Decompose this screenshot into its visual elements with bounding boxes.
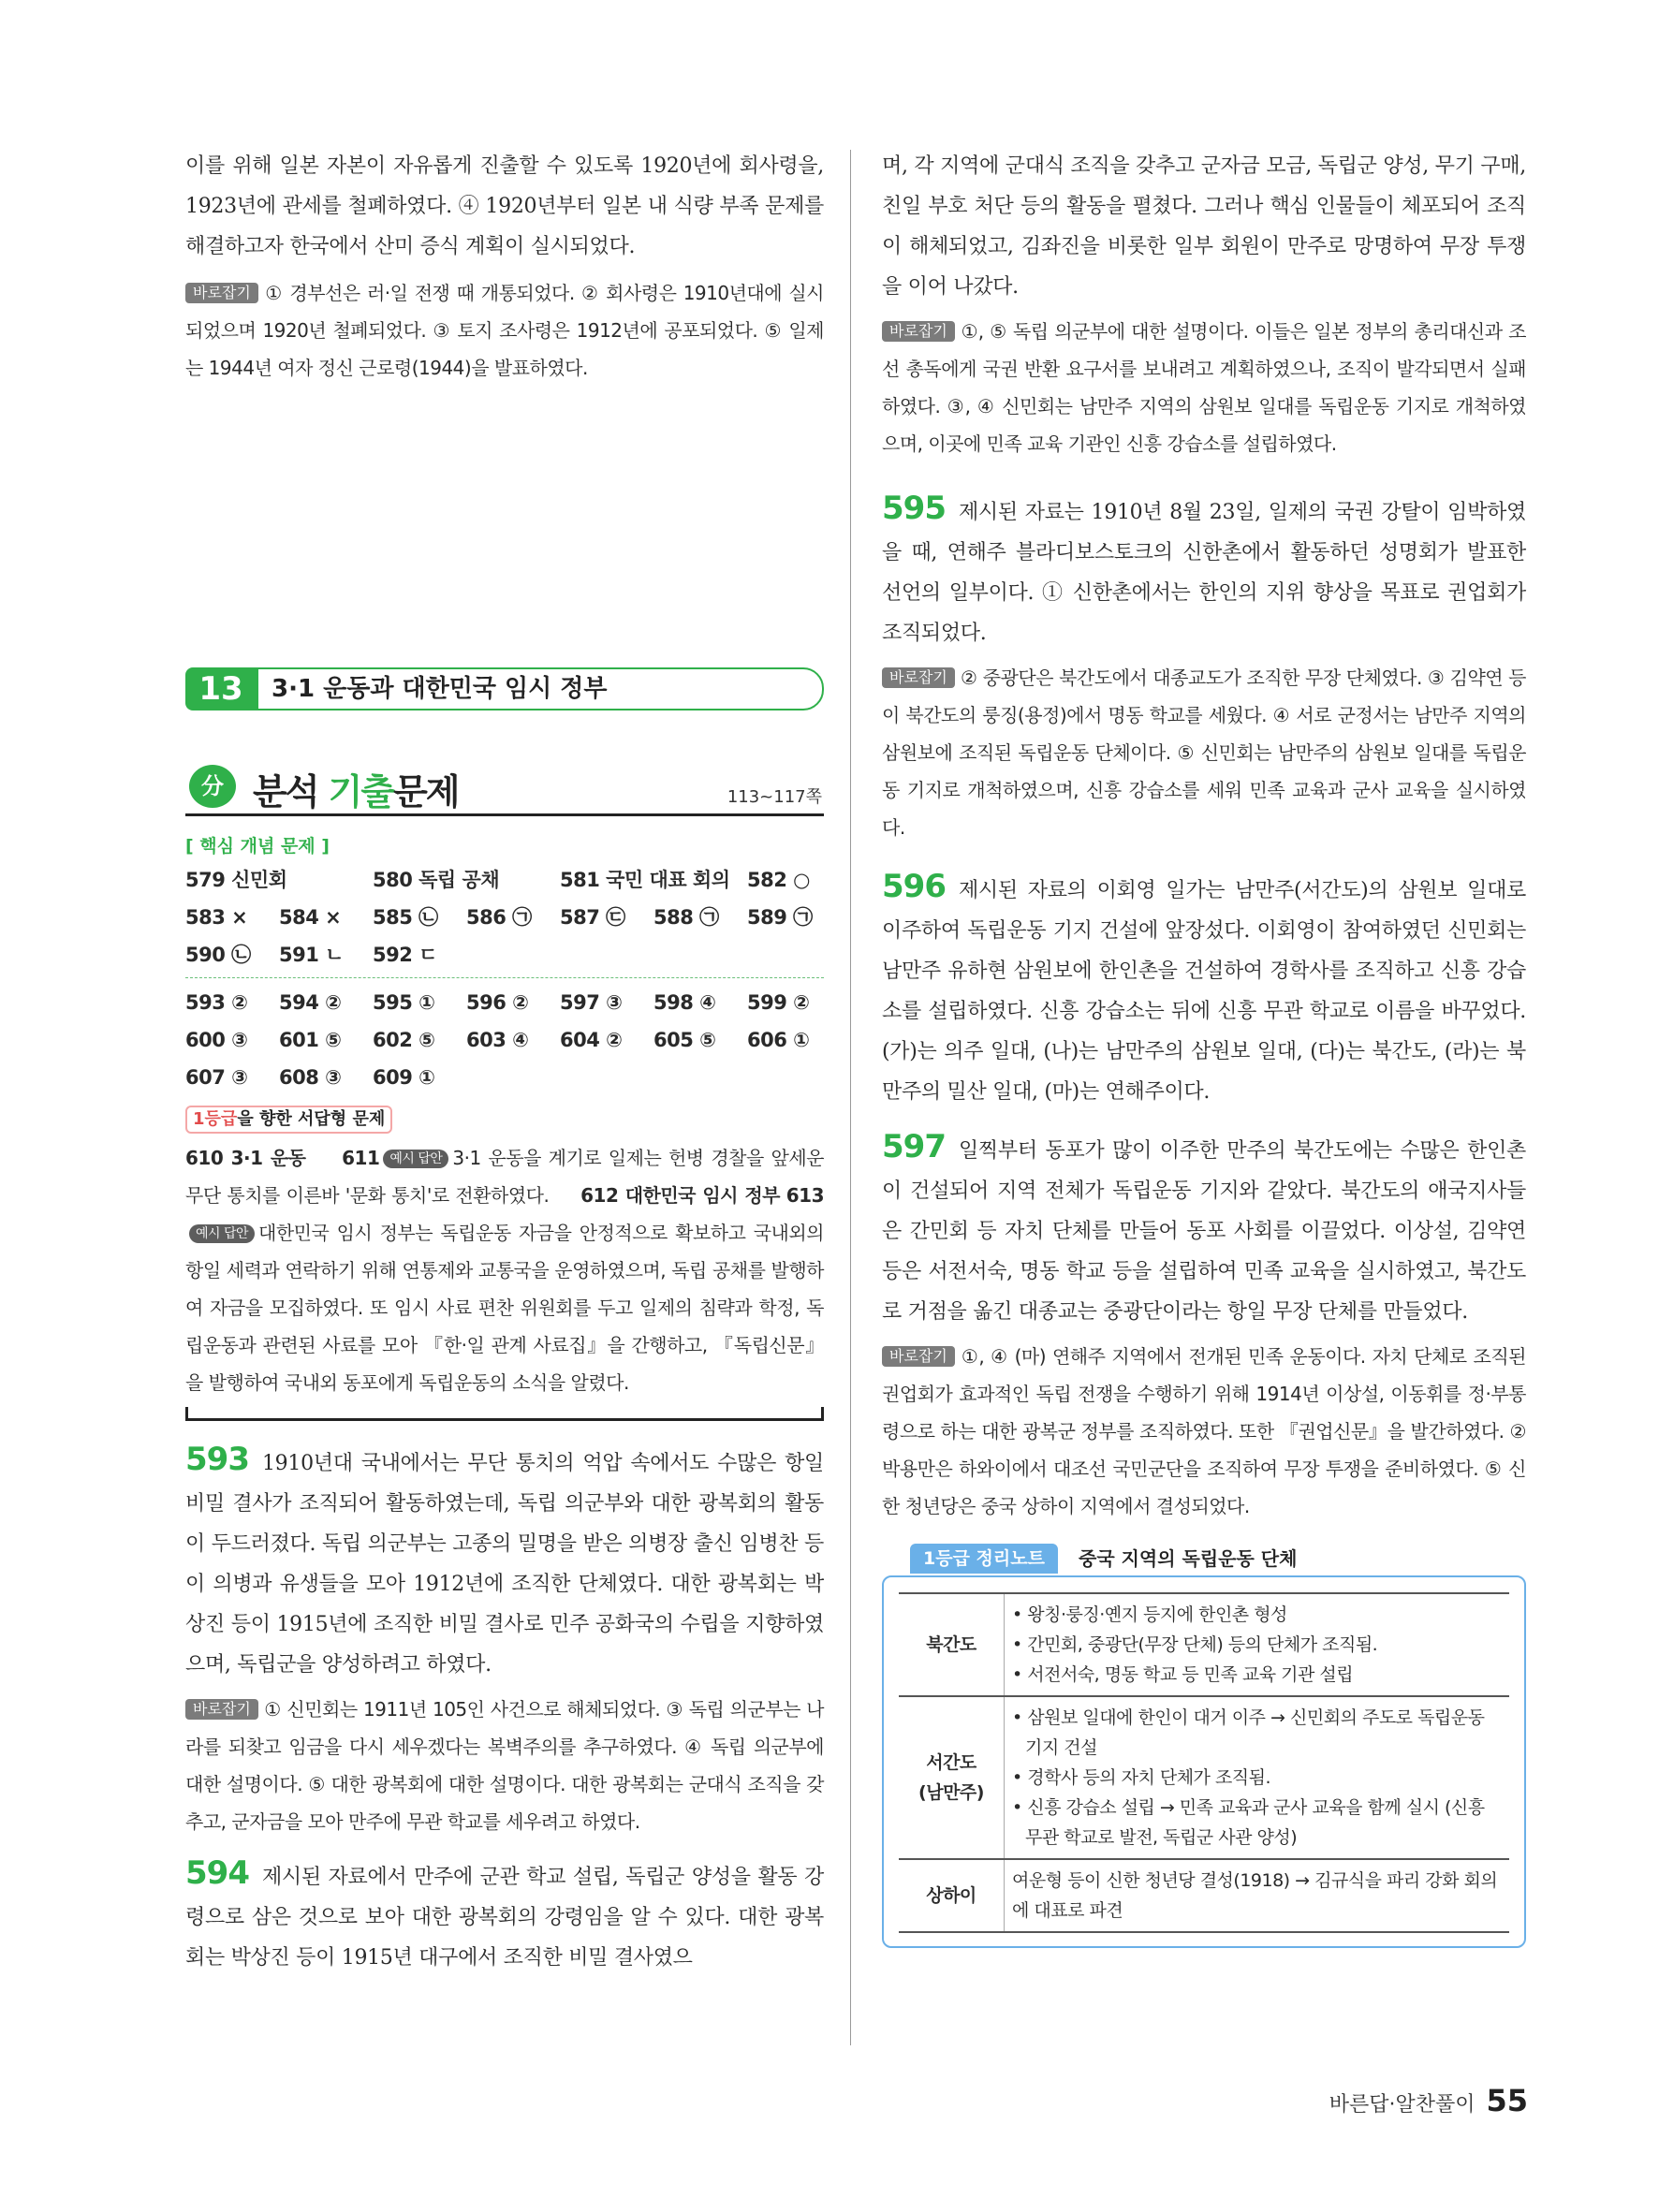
right-column — [882, 146, 1526, 1948]
question-596: 596 제시된 자료의 이회영 일가는 남만주(서간도)의 삼원보 일대로 이주하여 독립운동 기지 건설에 앞장섰다. 이회영이 참여하였던 신민회는 남만주 유하현 삼원보에 한인촌을 건설하여 경학사를 조직하고 신흥 강습소를 설립하였다. 신흥 강습소는 뒤에 신흥 무관 학교로 이름을 바꾸었다. (가)는 의주 일대, (나)는 남만주의 삼원보 일대, (다)는 북간도, (라)는 북만주의 밀산 일대, (마)는 연해주이다. — [882, 868, 1526, 1104]
table-row: 북간도 • 왕칭·룽징·옌지 등지에 한인촌 형성 • 간민회, 중광단(무장 단체) 등의 단체가 조직됨. • 서전서숙, 명동 학교 등 민족 교육 기관 설립 — [899, 1593, 1509, 1696]
section-header — [185, 667, 824, 710]
dashed-divider — [185, 977, 824, 978]
question-594: 594 제시된 자료에서 만주에 군관 학교 설립, 독립군 양성을 활동 강령으로 삼은 것으로 보아 대한 광복회의 강령임을 알 수 있다. 대한 광복회는 박상진 등이 1915년 대구에서 조직한 비밀 결사였으 — [185, 1854, 824, 1970]
question-593: 593 1910년대 국내에서는 무단 통치의 억압 속에서도 수많은 항일 비밀 결사가 조직되어 활동하였는데, 독립 의군부와 대한 광복회의 활동이 두드러졌다. 독립 의군부는 고종의 밀명을 받은 의병장 출신 임병찬 등이 의병과 유생들을 모아 1912년에 조직한 단체였다. 대한 광복회는 박상진 등이 1915년에 조직한 비밀 결사로 민주 공화국의 수립을 지향하였으며, 독립군을 양성하려고 하였다. 바로잡기 ① 신민회는 1911년 105인 사건으로 해체되었다. ③ 독립 의군부는 나라를 되찾고 임금을 다시 세우겠다는 복벽주의를 추구하였다. ④ 독립 의군부에 대한 설명이다. ⑤ 대한 광복회에 대한 설명이다. 대한 광복회는 군대식 조직을 갖추고, 군자금을 모아 만주에 무관 학교를 세우려고 하였다. — [185, 1441, 824, 1833]
intro-note-text: ① 경부선은 러·일 전쟁 때 개통되었다. ② 회사령은 1910년대에 실시되었으며 1920년 철폐되었다. ③ 토지 조사령은 1912년에 공포되었다. ⑤ 일제는 1944년 여자 정신 근로령(1944)을 발표하였다. — [185, 282, 824, 379]
analysis-title: 분석 기출문제 — [253, 771, 459, 813]
question-number: 593 — [185, 1441, 249, 1478]
closing-rule — [185, 1407, 824, 1421]
question-number: 596 — [882, 868, 946, 905]
concept-label: [ 핵심 개념 문제 ] — [185, 836, 330, 857]
continued-note: 바로잡기 ①, ⑤ 독립 의군부에 대한 설명이다. 이들은 일본 정부의 총리대신과 조선 총독에게 국권 반환 요구서를 보내려고 계획하였으나, 조직이 발각되면서 실패하였다. ③, ④ 신민회는 남만주 지역의 삼원보 일대를 독립운동 기지로 개척하였으며, 이곳에 민족 교육 기관인 신흥 강습소를 설립하였다. — [882, 320, 1526, 455]
intro-paragraph: 이를 위해 일본 자본이 자유롭게 진출할 수 있도록 1920년에 회사령을, 1923년에 관세를 철폐하였다. ④ 1920년부터 일본 내 식량 부족 문제를 해결하고자 한국에서 산미 증식 계획이 실시되었다. — [185, 154, 824, 258]
concept-row: 579 신민회 580 독립 공채 581 국민 대표 회의 582 ○ — [185, 869, 810, 891]
continued-paragraph: 며, 각 지역에 군대식 조직을 갖추고 군자금 모금, 독립군 양성, 무기 구매, 친일 부호 처단 등의 활동을 펼쳤다. 그러나 핵심 인물들이 체포되어 조직이 해체되었고, 김좌진을 비롯한 일부 회원이 만주로 망명하여 무장 투쟁을 이어 나갔다. — [882, 154, 1526, 299]
left-column — [185, 146, 824, 1978]
summary-badge: 1등급 정리노트 — [910, 1544, 1058, 1574]
table-row: 서간도 (남만주) • 삼원보 일대에 한인이 대거 이주 → 신민회의 주도로 독립운동 기지 건설 • 경학사 등의 자치 단체가 조직됨. • 신흥 강습소 설립 → 민족 교육과 군사 교육을 함께 실시 (신흥 무관 학교로 발전, 독립군 사관 양성) — [899, 1696, 1509, 1859]
question-595: 595 제시된 자료는 1910년 8월 23일, 일제의 국권 강탈이 임박하였을 때, 연해주 블라디보스토크의 신한촌에서 활동하던 성명회가 발표한 선언의 일부이다. ① 신한촌에서는 한인의 지위 향상을 목표로 권업회가 조직되었다. 바로잡기 ② 중광단은 북간도에서 대종교도가 조직한 무장 단체였다. ③ 김약연 등이 북간도의 룽징(용정)에서 명동 학교를 세웠다. ④ 서로 군정서는 남만주 지역의 삼원보에 조직된 독립운동 단체이다. ⑤ 신민회는 남만주의 삼원보 일대를 독립운동 기지로 개척하였으며, 신흥 강습소를 세워 민족 교육과 군사 교육을 실시하였다. — [882, 490, 1526, 839]
intro-note — [185, 274, 824, 387]
analysis-icon: 分 — [189, 765, 236, 808]
correction-tag: 바로잡기 — [185, 283, 258, 303]
question-597: 597 일찍부터 동포가 많이 이주한 만주의 북간도에는 수많은 한인촌이 건설되어 지역 전체가 독립운동 기지와 같았다. 북간도의 애국지사들은 간민회 등 자치 단체를 만들어 동포 사회를 이끌었다. 이상설, 김약연 등은 서전서숙, 명동 학교 등을 설립하여 민족 교육을 실시하였고, 북간도로 거점을 옮긴 대종교는 중광단이라는 항일 무장 단체를 만들었다. 바로잡기 ①, ④ (마) 연해주 지역에서 전개된 민족 운동이다. 자치 단체로 조직된 권업회가 효과적인 독립 전쟁을 수행하기 위해 1914년 이상설, 이동휘를 정·부통령으로 하는 대한 광복군 정부를 조직하였다. 또한 『권업신문』을 발간하였다. ② 박용만은 하와이에서 대조선 국민군단을 조직하여 무장 투쟁을 준비하였다. ⑤ 신한 청년당은 중국 상하이 지역에서 결성되었다. — [882, 1128, 1526, 1517]
summary-table — [899, 1592, 1509, 1933]
concept-answers — [185, 861, 824, 974]
analysis-pages: 113~117쪽 — [727, 787, 822, 807]
section-title: 3·1 운동과 대한민국 임시 정부 — [272, 675, 608, 703]
summary-title: 중국 지역의 독립운동 단체 — [1079, 1547, 1298, 1570]
exam-answers — [185, 984, 824, 1096]
descriptive-label: 1등급을 향한 서답형 문제 — [185, 1106, 392, 1134]
summary-note — [882, 1544, 1526, 1948]
descriptive-answers: 610 3·1 운동 611 예시 답안 3·1 운동을 계기로 일제는 헌병 경찰을 앞세운 무단 통치를 이른바 '문화 통치'로 전환하였다. 612 대한민국 임시 정부 613예시 답안 대한민국 임시 정부는 독립운동 자금을 안정적으로 확보하고 국내외의 항일 세력과 연락하기 위해 연통제와 교통국을 운영하였으며, 독립 공채를 발행하여 자금을 모집하였다. 또 임시 사료 편찬 위원회를 두고 일제의 침략과 학정, 독립운동과 관련된 사료를 모아 『한·일 관계 사료집』을 간행하고, 『독립신문』을 발행하여 국내외 동포에게 독립운동의 소식을 알렸다. — [185, 1147, 824, 1394]
table-row: 상하이 여운형 등이 신한 청년당 결성(1918) → 김규식을 파리 강화 회의에 대표로 파견 — [899, 1859, 1509, 1932]
answer-row: 593 ② 594 ② 595 ① 596 ② 597 ③ 598 ④ 599 ② — [185, 991, 810, 1014]
analysis-header — [185, 761, 824, 816]
question-number: 595 — [882, 490, 946, 527]
concept-row: 590 ㉡ 591 ㄴ 592 ㄷ — [185, 944, 437, 966]
question-number: 597 — [882, 1128, 946, 1165]
concept-row: 583 × 584 × 585 ㉡ 586 ㉠ 587 ㉢ 588 ㉠ 589 ㉠ — [185, 906, 813, 929]
question-number: 594 — [185, 1854, 249, 1892]
footer-label: 바른답·알찬풀이 — [1329, 2093, 1475, 2117]
page-footer — [1329, 2083, 1528, 2118]
section-number: 13 — [185, 667, 257, 710]
column-divider — [850, 150, 851, 2045]
page-number: 55 — [1486, 2083, 1528, 2118]
answer-row: 607 ③ 608 ③ 609 ① — [185, 1066, 435, 1089]
answer-row: 600 ③ 601 ⑤ 602 ⑤ 603 ④ 604 ② 605 ⑤ 606 ① — [185, 1029, 810, 1051]
